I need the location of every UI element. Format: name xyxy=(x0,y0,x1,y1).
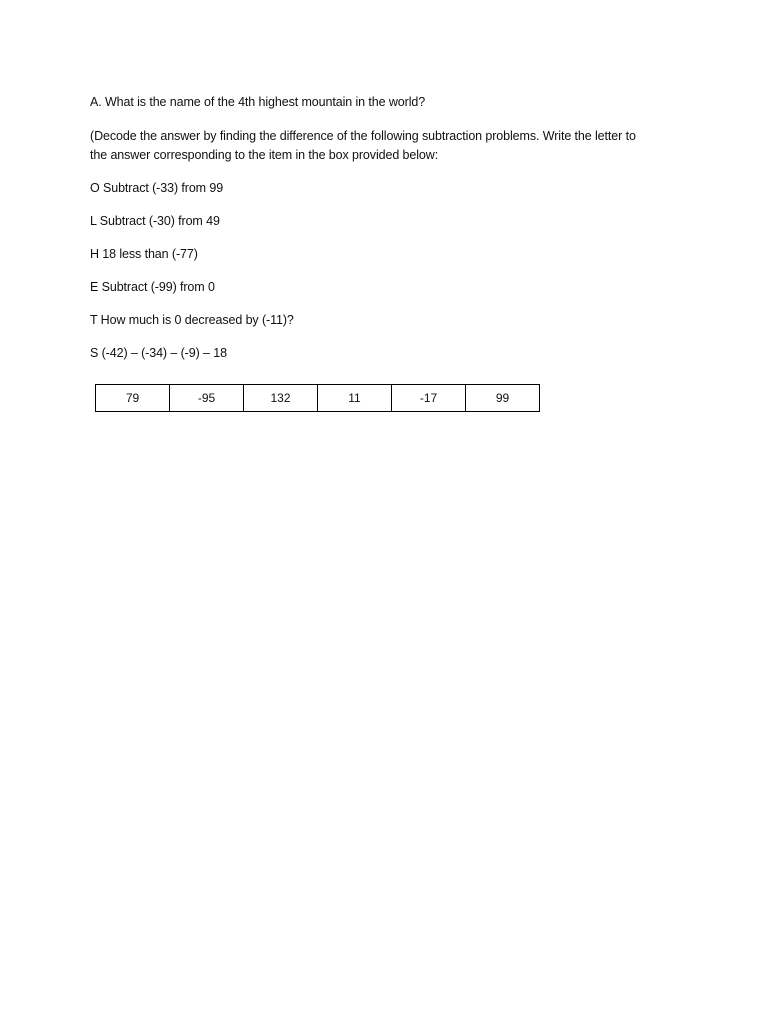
answer-box-row xyxy=(96,385,540,412)
answer-box[interactable]: -95 xyxy=(170,385,244,412)
answer-box[interactable]: 132 xyxy=(244,385,318,412)
problem-l: L Subtract (-30) from 49 xyxy=(90,214,220,228)
problem-t: T How much is 0 decreased by (-11)? xyxy=(90,313,294,327)
answer-box[interactable]: 99 xyxy=(466,385,540,412)
instructions-line-2: the answer corresponding to the item in the box provided below: xyxy=(90,148,439,162)
problem-e: E Subtract (-99) from 0 xyxy=(90,280,215,294)
instructions-line-1: (Decode the answer by finding the difference of the following subtraction problems. Write the letter to xyxy=(90,129,636,143)
problem-o: O Subtract (-33) from 99 xyxy=(90,181,224,195)
problem-s: S (-42) – (-34) – (-9) – 18 xyxy=(90,346,227,360)
answer-box[interactable]: 11 xyxy=(318,385,392,412)
answer-box[interactable]: -17 xyxy=(392,385,466,412)
question-title: A. What is the name of the 4th highest mountain in the world? xyxy=(90,95,426,109)
problem-h: H 18 less than (-77) xyxy=(90,247,198,261)
answer-box[interactable]: 79 xyxy=(96,385,170,412)
answer-box-table xyxy=(95,384,540,412)
